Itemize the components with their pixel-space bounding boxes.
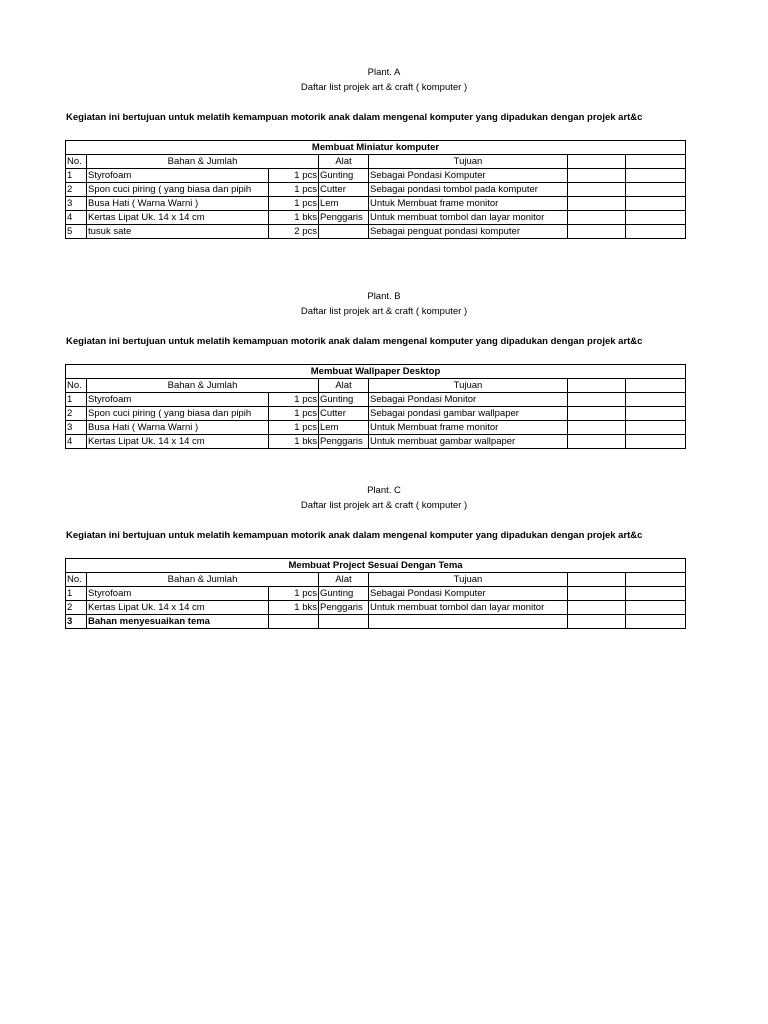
empty-cell [568,615,626,629]
cell-alat: Lem [319,421,369,435]
cell-tujuan: Untuk membuat tombol dan layar monitor [369,601,568,615]
header-tujuan: Tujuan [369,379,568,393]
cell-qty: 1 bks [269,211,319,225]
empty-cell [626,615,686,629]
cell-bahan: Spon cuci piring ( yang biasa dan pipih [87,407,269,421]
table-header-row [66,379,686,393]
table-row [66,169,686,183]
empty-cell [568,407,626,421]
cell-bahan: tusuk sate [87,225,269,239]
table-title: Membuat Project Sesuai Dengan Tema [66,559,686,573]
empty-cell [626,573,686,587]
header-alat: Alat [319,573,369,587]
header-no: No. [66,155,87,169]
cell-qty: 1 pcs [269,183,319,197]
plant-b-description: Kegiatan ini bertujuan untuk melatih kemampuan motorik anak dalam mengenal komputer yang dipadukan dengan projek art&c [66,336,643,347]
cell-alat: Gunting [319,587,369,601]
empty-cell [568,421,626,435]
cell-bahan: Busa Hati ( Warna Warni ) [87,197,269,211]
cell-qty: 1 pcs [269,169,319,183]
empty-cell [568,211,626,225]
cell-qty: 1 pcs [269,393,319,407]
cell-bahan: Styrofoam [87,587,269,601]
table-header-row [66,573,686,587]
cell-tujuan: Sebagai Pondasi Komputer [369,587,568,601]
empty-cell [626,435,686,449]
header-bahan: Bahan & Jumlah [87,155,319,169]
cell-bahan: Kertas Lipat Uk. 14 x 14 cm [87,601,269,615]
cell-alat: Penggaris [319,601,369,615]
cell-alat: Gunting [319,393,369,407]
empty-cell [568,573,626,587]
cell-qty [269,615,319,629]
empty-cell [626,155,686,169]
cell-tujuan: Untuk Membuat frame monitor [369,197,568,211]
cell-tujuan: Untuk membuat tombol dan layar monitor [369,211,568,225]
plant-c-description: Kegiatan ini bertujuan untuk melatih kemampuan motorik anak dalam mengenal komputer yang dipadukan dengan projek art&c [66,530,643,541]
header-bahan: Bahan & Jumlah [87,379,319,393]
table-row [66,587,686,601]
empty-cell [568,393,626,407]
table-title-row [66,559,686,573]
cell-bahan: Kertas Lipat Uk. 14 x 14 cm [87,211,269,225]
plant-b-table [65,364,686,449]
cell-bahan: Spon cuci piring ( yang biasa dan pipih [87,183,269,197]
empty-cell [568,225,626,239]
table-title-row [66,365,686,379]
cell-qty: 1 pcs [269,197,319,211]
cell-bahan: Bahan menyesuaikan tema [87,615,269,629]
empty-cell [626,225,686,239]
cell-tujuan: Sebagai Pondasi Komputer [369,169,568,183]
empty-cell [568,169,626,183]
cell-no: 3 [66,197,87,211]
empty-cell [568,155,626,169]
cell-alat [319,225,369,239]
cell-alat: Cutter [319,407,369,421]
table-row [66,225,686,239]
header-tujuan: Tujuan [369,573,568,587]
empty-cell [568,197,626,211]
empty-cell [626,393,686,407]
empty-cell [568,379,626,393]
header-tujuan: Tujuan [369,155,568,169]
cell-bahan: Styrofoam [87,393,269,407]
empty-cell [626,183,686,197]
cell-alat: Gunting [319,169,369,183]
empty-cell [626,379,686,393]
empty-cell [568,435,626,449]
table-title: Membuat Wallpaper Desktop [66,365,686,379]
cell-tujuan: Untuk Membuat frame monitor [369,421,568,435]
header-no: No. [66,379,87,393]
cell-no: 1 [66,587,87,601]
cell-bahan: Kertas Lipat Uk. 14 x 14 cm [87,435,269,449]
cell-qty: 1 bks [269,435,319,449]
cell-no: 3 [66,421,87,435]
cell-tujuan: Untuk membuat gambar wallpaper [369,435,568,449]
cell-alat: Penggaris [319,211,369,225]
cell-no: 3 [66,615,87,629]
cell-bahan: Styrofoam [87,169,269,183]
empty-cell [568,183,626,197]
plant-c-subtitle: Daftar list projek art & craft ( komputer ) [300,500,468,511]
empty-cell [568,601,626,615]
plant-b-subtitle: Daftar list projek art & craft ( komputer ) [300,306,468,317]
cell-bahan: Busa Hati ( Warna Warni ) [87,421,269,435]
cell-no: 5 [66,225,87,239]
empty-cell [626,169,686,183]
table-row [66,435,686,449]
table-row [66,601,686,615]
empty-cell [626,211,686,225]
empty-cell [626,421,686,435]
cell-alat: Lem [319,197,369,211]
cell-tujuan: Sebagai pondasi tombol pada komputer [369,183,568,197]
empty-cell [626,407,686,421]
table-row [66,211,686,225]
cell-alat [319,615,369,629]
plant-a-subtitle: Daftar list projek art & craft ( komputer ) [300,82,468,93]
cell-qty: 1 bks [269,601,319,615]
empty-cell [626,197,686,211]
empty-cell [626,601,686,615]
cell-qty: 1 pcs [269,407,319,421]
header-no: No. [66,573,87,587]
table-row [66,407,686,421]
cell-qty: 1 pcs [269,421,319,435]
header-bahan: Bahan & Jumlah [87,573,319,587]
plant-b-name: Plant. B [367,291,401,302]
cell-no: 4 [66,435,87,449]
table-title-row [66,141,686,155]
cell-no: 2 [66,183,87,197]
cell-no: 1 [66,393,87,407]
table-header-row [66,155,686,169]
table-row [66,197,686,211]
header-alat: Alat [319,379,369,393]
cell-tujuan: Sebagai pondasi gambar wallpaper [369,407,568,421]
cell-qty: 2 pcs [269,225,319,239]
cell-tujuan [369,615,568,629]
cell-tujuan: Sebagai penguat pondasi komputer [369,225,568,239]
plant-c-table [65,558,686,629]
plant-c-name: Plant. C [367,485,401,496]
cell-alat: Penggaris [319,435,369,449]
cell-qty: 1 pcs [269,587,319,601]
cell-alat: Cutter [319,183,369,197]
empty-cell [626,587,686,601]
table-row [66,183,686,197]
cell-no: 1 [66,169,87,183]
table-row [66,615,686,629]
plant-a-name: Plant. A [367,67,401,78]
table-title: Membuat Miniatur komputer [66,141,686,155]
plant-a-description: Kegiatan ini bertujuan untuk melatih kemampuan motorik anak dalam mengenal komputer yang dipadukan dengan projek art&c [66,112,643,123]
cell-no: 4 [66,211,87,225]
cell-no: 2 [66,601,87,615]
empty-cell [568,587,626,601]
cell-tujuan: Sebagai Pondasi Monitor [369,393,568,407]
table-row [66,393,686,407]
cell-no: 2 [66,407,87,421]
plant-a-table [65,140,686,239]
header-alat: Alat [319,155,369,169]
table-row [66,421,686,435]
